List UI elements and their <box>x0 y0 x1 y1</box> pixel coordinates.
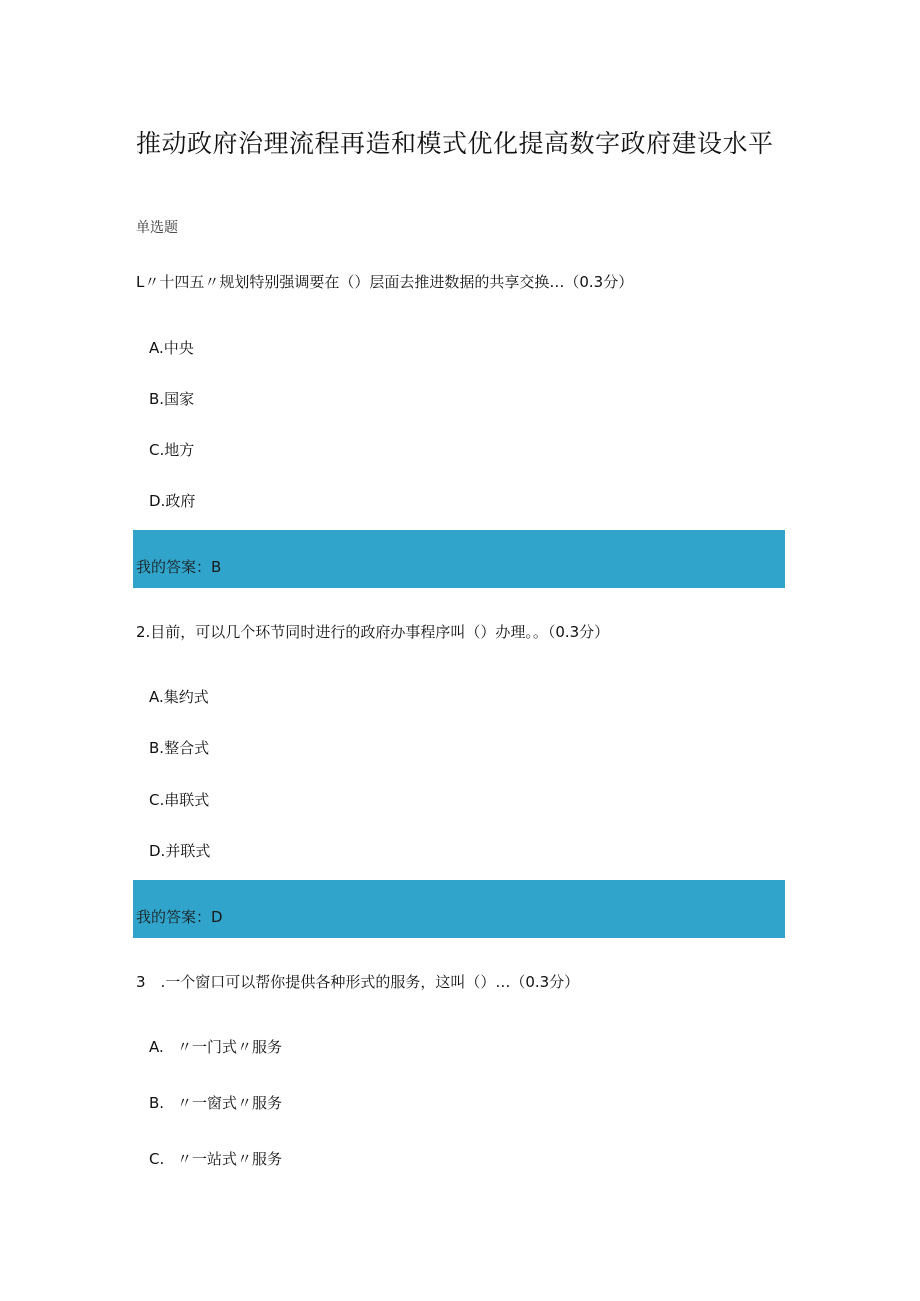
option-letter: D. <box>149 492 166 510</box>
question-3-text: 3 .一个窗口可以帮你提供各种形式的服务，这叫（）…（0.3分） <box>136 973 580 991</box>
page-title: 推动政府治理流程再造和模式优化提高数字政府建设水平 <box>136 129 774 158</box>
option-letter: C. <box>149 441 165 459</box>
answer-text: 我的答案：B <box>136 558 222 576</box>
option-text: 并联式 <box>165 842 211 860</box>
section-label: 单选题 <box>136 220 178 236</box>
question-3-option-c[interactable] <box>149 1148 282 1169</box>
option-text: 政府 <box>165 492 196 510</box>
question-1-option-a[interactable] <box>149 337 194 358</box>
option-letter: B. <box>149 1094 165 1112</box>
option-text: 〃一门式〃服务 <box>177 1038 283 1056</box>
option-text: 地方 <box>164 441 195 459</box>
question-2-option-a[interactable] <box>149 686 209 707</box>
option-letter: A. <box>149 688 164 706</box>
option-letter: A. <box>149 339 164 357</box>
option-text: 集约式 <box>163 688 209 706</box>
option-text: 〃一站式〃服务 <box>177 1150 283 1168</box>
question-1-option-d[interactable] <box>149 490 195 511</box>
question-2-answer-bar <box>133 880 785 938</box>
option-letter: B. <box>149 739 165 757</box>
option-letter: B. <box>149 390 165 408</box>
option-text: 国家 <box>164 390 195 408</box>
option-text: 整合式 <box>164 739 210 757</box>
option-text: 〃一窗式〃服务 <box>177 1094 283 1112</box>
option-letter: D. <box>149 842 166 860</box>
question-1-option-b[interactable] <box>149 388 194 409</box>
question-2-option-b[interactable] <box>149 737 209 758</box>
question-1-text: L〃十四五〃规划特别强调要在（）层面去推进数据的共享交换…（0.3分） <box>136 273 634 291</box>
question-3-option-b[interactable] <box>149 1092 282 1113</box>
option-letter: A. <box>149 1038 164 1056</box>
question-1-answer-bar <box>133 530 785 588</box>
option-text: 串联式 <box>164 791 210 809</box>
option-letter: C. <box>149 1150 165 1168</box>
option-letter: C. <box>149 791 165 809</box>
answer-text: 我的答案：D <box>136 908 223 926</box>
question-3-option-a[interactable] <box>149 1036 282 1057</box>
option-text: 中央 <box>163 339 194 357</box>
question-2-option-c[interactable] <box>149 789 209 810</box>
question-2-text: 2.目前，可以几个环节同时进行的政府办事程序叫（）办理。。（0.3分） <box>136 623 610 641</box>
question-1-option-c[interactable] <box>149 439 194 460</box>
question-2-option-d[interactable] <box>149 840 210 861</box>
